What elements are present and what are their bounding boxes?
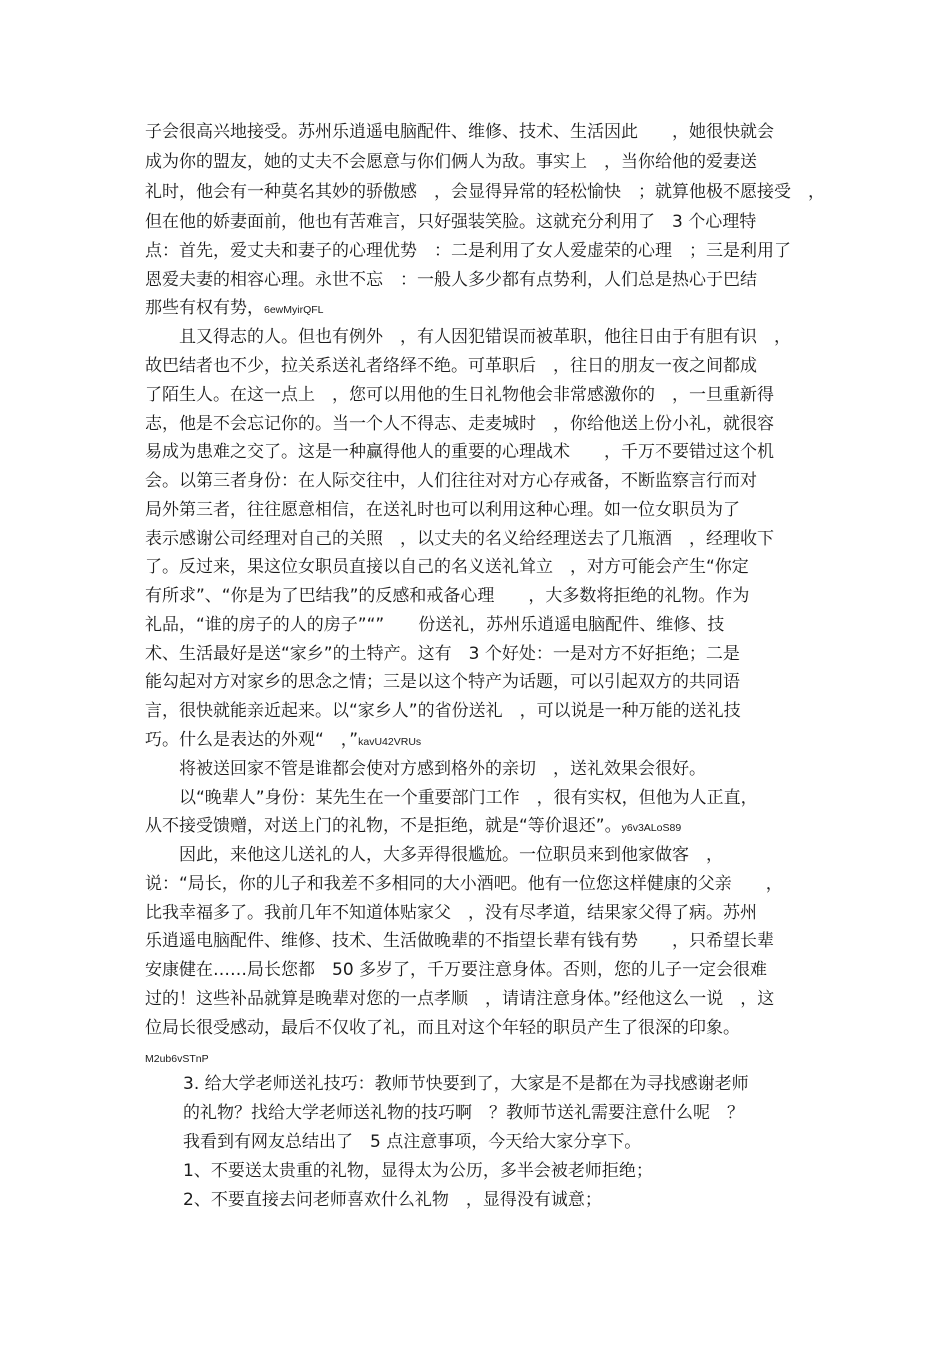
paragraph-first-line: 因此，来他这儿送礼的人，大多弄得很尴尬。一位职员来到他家做客 ， — [145, 845, 723, 865]
body-text-line: 说：“局长，你的儿子和我差不多相同的大小酒吧。他有一位您这样健康的父亲 ， — [145, 874, 783, 894]
body-text-line: 子会很高兴地接受。苏州乐逍遥电脑配件、维修、技术、生活因此 ，她很快就会 — [145, 122, 774, 142]
body-text-line: 表示感谢公司经理对自己的关照 ，以丈夫的名义给经理送去了几瓶酒 ，经理收下 — [145, 529, 774, 549]
body-text-line: 故巴结者也不少，拉关系送礼者络绎不绝。可革职后 ，往日的朋友一夜之间都成 — [145, 356, 757, 376]
body-text-line: 安康健在……局长您都 50 多岁了，千万要注意身体。否则，您的儿子一定会很难 — [145, 960, 768, 980]
body-text-line: 的礼物？找给大学老师送礼物的技巧啊 ？教师节送礼需要注意什么呢 ？ — [183, 1103, 744, 1123]
watermark-code: 6ewMyirQFL — [264, 304, 324, 316]
body-text-line: 礼时，他会有一种莫名其妙的骄傲感 ，会显得异常的轻松愉快 ；就算他极不愿接受 ， — [145, 182, 825, 202]
body-text-line: 恩爱夫妻的相容心理。永世不忘 ：一般人多少都有点势利，人们总是热心于巴结 — [145, 270, 757, 290]
body-text-line: 局外第三者，往往愿意相信，在送礼时也可以利用这种心理。如一位女职员为了 — [145, 500, 740, 520]
paragraph-first-line: 且又得志的人。但也有例外 ，有人因犯错误而被革职，他往日由于有胆有识 ， — [145, 327, 791, 347]
body-text-line: 了陌生人。在这一点上 ，您可以用他的生日礼物他会非常感激你的 ，一旦重新得 — [145, 385, 774, 405]
paragraph-first-line: 将被送回家不管是谁都会使对方感到格外的亲切 ，送礼效果会很好。 — [145, 759, 706, 779]
body-text-line: 礼品，“谁的房子的人的房子”“” 份送礼，苏州乐逍遥电脑配件、维修、技 — [145, 615, 725, 635]
body-text-line: 成为你的盟友，她的丈夫不会愿意与你们俩人为敌。事实上 ，当你给他的爱妻送 — [145, 152, 757, 172]
body-text-line: 乐逍遥电脑配件、维修、技术、生活做晚辈的不指望长辈有钱有势 ，只希望长辈 — [145, 931, 774, 951]
list-item: 2、不要直接去问老师喜欢什么礼物 ，显得没有诚意； — [183, 1190, 602, 1210]
body-text-line: 易成为患难之交了。这是一种赢得他人的重要的心理战术 ，千万不要错过这个机 — [145, 442, 774, 462]
body-text-line: 但在他的娇妻面前，他也有苦难言，只好强装笑脸。这就充分利用了 3 个心理特 — [145, 212, 757, 232]
paragraph-first-line: 以“晚辈人”身份：某先生在一个重要部门工作 ，很有实权，但他为人正直， — [145, 788, 758, 808]
body-text-line: 志，他是不会忘记你的。当一个人不得志、走麦城时 ，你给他送上份小礼，就很容 — [145, 414, 774, 434]
body-text-line: 巧。什么是表达的外观“ ，”kavU42VRUs — [145, 730, 422, 750]
body-text-line: 点：首先，爱丈夫和妻子的心理优势 ：二是利用了女人爱虚荣的心理 ；三是利用了 — [145, 241, 791, 261]
section-heading-line: 3. 给大学老师送礼技巧：教师节快要到了，大家是不是都在为寻找感谢老师 — [183, 1074, 749, 1094]
watermark-code: kavU42VRUs — [358, 736, 422, 748]
body-text-line: 术、生活最好是送“家乡”的土特产。这有 3 个好处：一是对方不好拒绝；二是 — [145, 644, 740, 664]
body-text-line — [145, 1046, 209, 1068]
list-item: 1、不要送太贵重的礼物，显得太为公历，多半会被老师拒绝； — [183, 1161, 653, 1181]
body-text-line: 了。反过来，果这位女职员直接以自己的名义送礼耸立 ，对方可能会产生“你定 — [145, 557, 749, 577]
body-text-line: 位局长很受感动，最后不仅收了礼，而且对这个年轻的职员产生了很深的印象。 — [145, 1018, 740, 1038]
body-text-line: 过的！这些补品就算是晚辈对您的一点孝顺 ，请请注意身体。”经他这么一说 ，这 — [145, 989, 775, 1009]
body-text-line: 会。以第三者身份：在人际交往中，人们往往对对方心存戒备，不断监察言行而对 — [145, 471, 757, 491]
watermark-code: y6v3ALoS89 — [621, 822, 682, 834]
body-text-line: 比我幸福多了。我前几年不知道体贴家父 ，没有尽孝道，结果家父得了病。苏州 — [145, 903, 757, 923]
body-text-line: 能勾起对方对家乡的思念之情；三是以这个特产为话题，可以引起双方的共同语 — [145, 672, 740, 692]
body-text-line: 言，很快就能亲近起来。以“家乡人”的省份送礼 ，可以说是一种万能的送礼技 — [145, 701, 741, 721]
body-text-line: 从不接受馈赠，对送上门的礼物，不是拒绝，就是“等价退还”。y6v3ALoS89 — [145, 816, 682, 836]
body-text-line: 那些有权有势，6ewMyirQFL — [145, 298, 324, 318]
watermark-code: M2ub6vSTnP — [145, 1053, 209, 1065]
body-text-line: 有所求”、“你是为了巴结我”的反感和戒备心理 ，大多数将拒绝的礼物。作为 — [145, 586, 750, 606]
body-text-line: 我看到有网友总结出了 5 点注意事项，今天给大家分享下。 — [183, 1132, 642, 1152]
